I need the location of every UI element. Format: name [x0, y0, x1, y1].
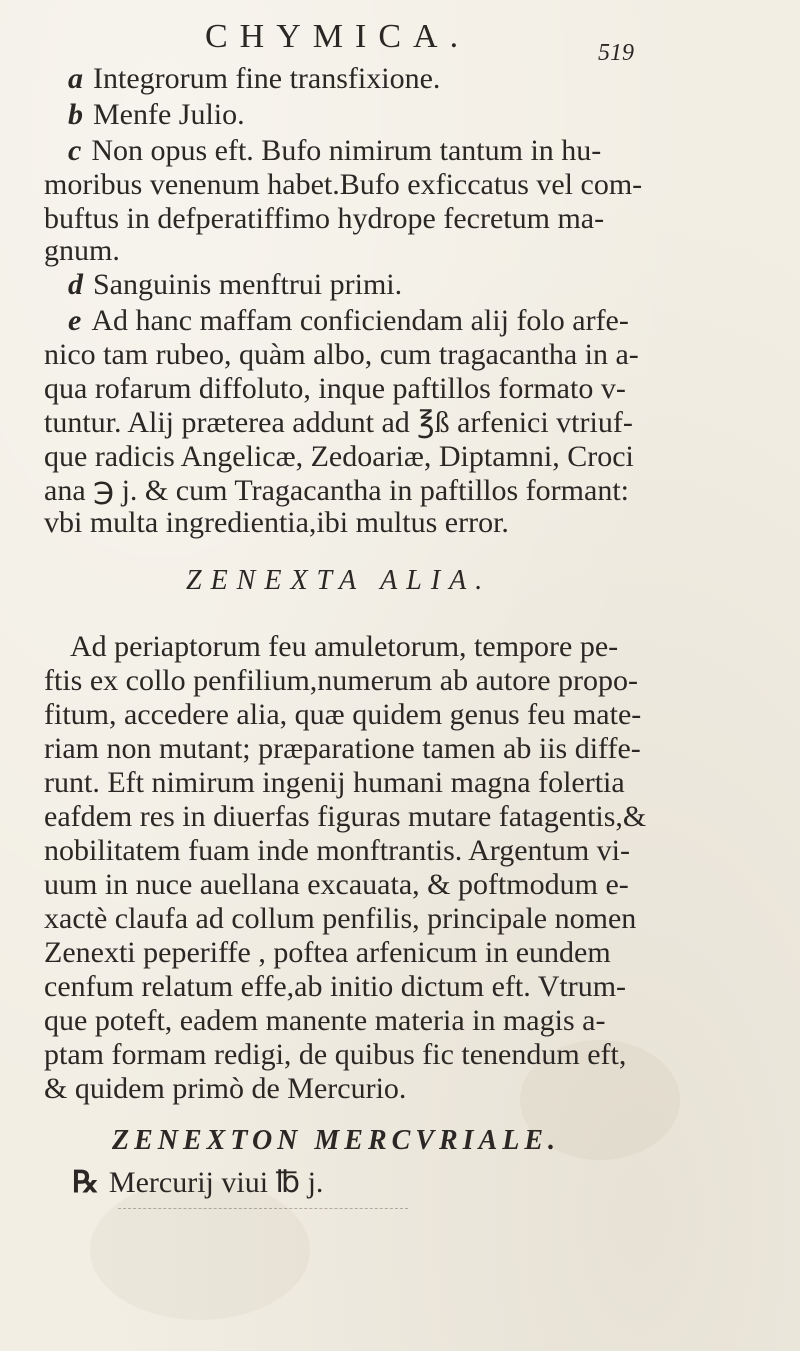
page-number: 519 [598, 40, 634, 66]
section-heading: ZENEXTA ALIA. [186, 565, 492, 596]
paragraph-line: ptam formam redigi, de quibus fic tenendum eft, [44, 1038, 627, 1071]
note-c-line: gnum. [44, 234, 120, 267]
note-text: Ad hanc maffam conficiendam alij folo arfe- [91, 304, 629, 337]
note-marker: d [68, 268, 83, 301]
note-marker: a [68, 62, 83, 95]
note-c-line: moribus venenum habet.Bufo exficcatus vel com- [44, 168, 643, 201]
paragraph-line: Zenexti peperiffe , poftea arfenicum in eundem [44, 936, 611, 969]
recipe-line [72, 1165, 323, 1200]
paragraph-line: Ad periaptorum feu amuletorum, tempore pe- [70, 630, 619, 663]
paragraph-line: runt. Eft nimirum ingenij humani magna folertia [44, 766, 625, 799]
paragraph-line: ftis ex collo penfilium,numerum ab autore propo- [44, 664, 639, 697]
note-c-line: buftus in defperatiffimo hydrope fecretum ma- [44, 202, 605, 235]
note-text: Sanguinis menftrui primi. [93, 268, 403, 301]
note-marker: b [68, 98, 83, 131]
section-heading: ZENEXTON MERCVRIALE. [112, 1125, 561, 1156]
note-marker: c [68, 134, 82, 167]
note-text: Integrorum fine transfixione. [93, 62, 441, 95]
faint-rule [118, 1208, 408, 1209]
note-text: Menfe Julio. [93, 98, 245, 131]
paragraph-line: cenfum relatum effe,ab initio dictum eft. Vtrum- [44, 970, 627, 1003]
recipe-icon: ℞ [72, 1166, 99, 1199]
paragraph-line: nobilitatem fuam inde monftrantis. Argentum vi- [44, 834, 631, 867]
paragraph-line: riam non mutant; præparatione tamen ab iis diffe- [44, 732, 641, 765]
note-e-line: qua rofarum diffoluto, inque paftillos formato v- [44, 372, 626, 405]
note-e-line: nico tam rubeo, quàm albo, cum tragacantha in a- [44, 338, 639, 371]
paragraph-line: & quidem primò de Mercurio. [44, 1072, 407, 1105]
running-title: CHYMICA. [205, 18, 471, 55]
recipe-text: Mercurij viui ℔ j. [108, 1166, 324, 1199]
paragraph-line: uum in nuce auellana excauata, & poftmodum e- [44, 868, 629, 901]
note-text: Non opus eft. Bufo nimirum tantum in hu- [91, 134, 602, 167]
note-e-line: vbi multa ingredientia,ibi multus error. [44, 506, 509, 539]
note-e-line: ana ℈ j. & cum Tragacantha in paftillos formant: [44, 474, 629, 507]
note-e-line: que radicis Angelicæ, Zedoariæ, Diptamni, Croci [44, 440, 634, 473]
paragraph-line: fitum, accedere alia, quæ quidem genus feu mate- [44, 698, 642, 731]
note-marker: e [68, 304, 82, 337]
note-e-line: tuntur. Alij præterea addunt ad ℥ß arfenici vtriuf- [44, 406, 633, 439]
paragraph-line: eafdem res in diuerfas figuras mutare fatagentis,& [44, 800, 647, 833]
paragraph-line: que poteft, eadem manente materia in magis a- [44, 1004, 606, 1037]
paragraph-line: xactè claufa ad collum penfilis, principale nomen [44, 902, 637, 935]
